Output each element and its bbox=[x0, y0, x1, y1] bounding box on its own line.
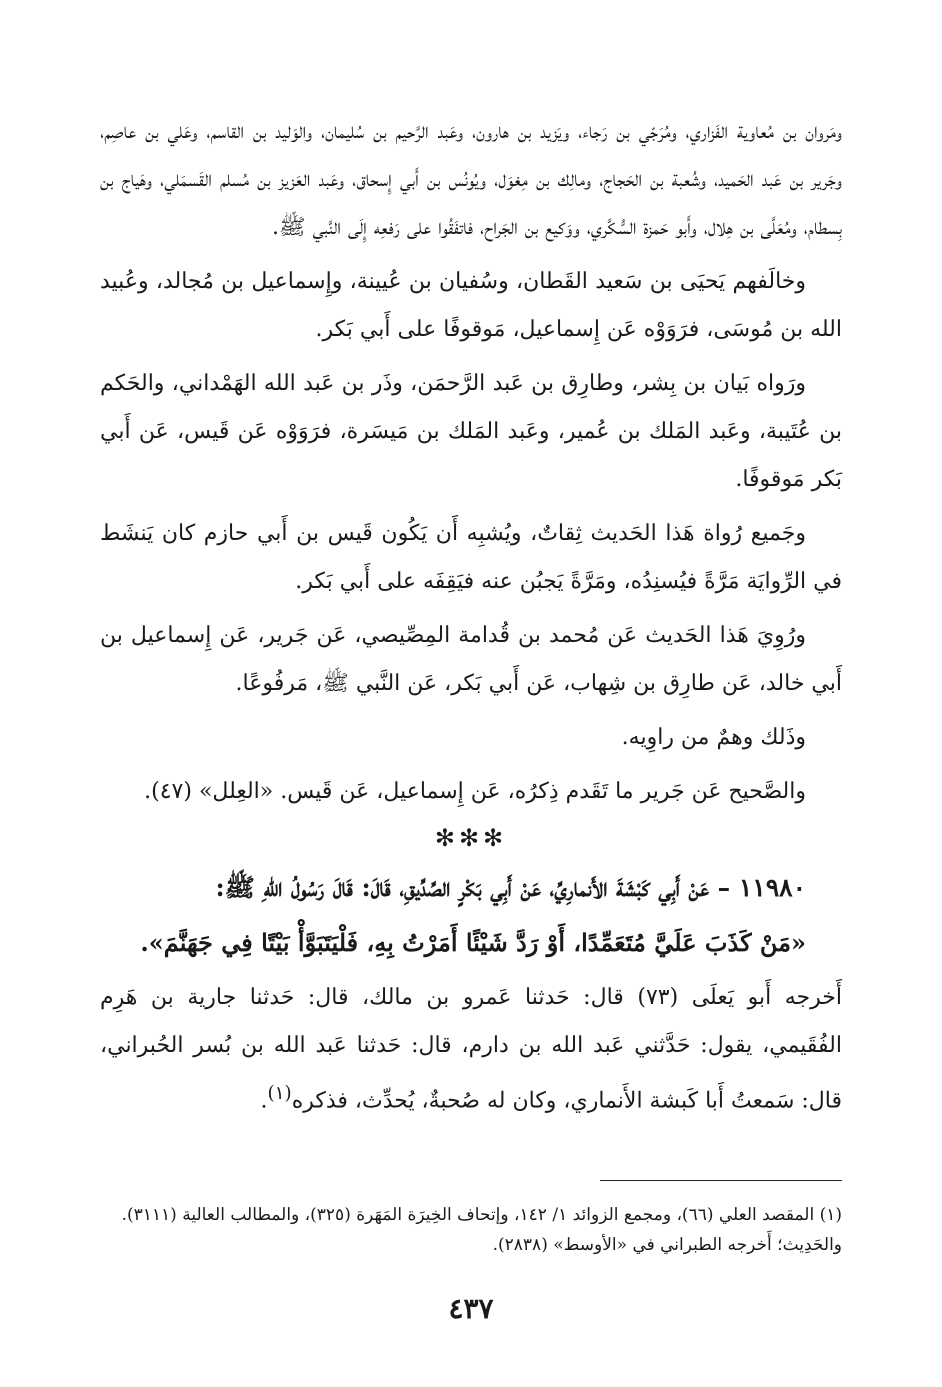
footnote-1: (١) المقصد العلي (٦٦)، ومجمع الزوائد ١/ ١٤٢، وإتحاف الخِيرَة المَهَرة (٣٢٥)، والمطالب العالية (٣١١١). bbox=[121, 1205, 842, 1225]
paragraph-mawquf-disagreement: وخالَفهم يَحيَى بن سَعيد القَطان، وسُفيان بن عُيينة، وإِسماعيل بن مُجالد، وعُبيد الله بن مُوسَى، فرَوَوْه عَن إِسماعيل، مَوقوفًا على أَبي بَكر. bbox=[100, 269, 842, 342]
section-separator: ✻✻✻ bbox=[434, 824, 508, 852]
paragraph-muhammad-qudama: ورُوِيَ هَذا الحَديث عَن مُحمد بن قُدامة المِصِّيصي، عَن جَرير، عَن إِسماعيل بن أَبي خالد، عَن طارِق بن شِهاب، عَن أَبي بَكر، عَن النَّبي ﷺ، مَرفُوعًا. bbox=[100, 623, 842, 696]
hadith-number: ١١٩٨٠ bbox=[738, 873, 806, 902]
paragraph-sahih-ilal: والصَّحيح عَن جَرير ما تَقَدم ذِكرُه، عَن إِسماعيل، عَن قَيس. «العِلل» (٤٧). bbox=[144, 779, 806, 804]
paragraph-bayan-narration: ورَواه بَيان بن بِشر، وطارِق بن عَبد الرَّحمَن، وذَر بن عَبد الله الهَمْداني، والحَكم بن عُتَيبة، وعَبد المَلك بن عُمير، وعَبد المَلك بن مَيسَرة، فرَوَوْه عَن قَيس، عَن أَبي بَكر مَوقوفًا. bbox=[100, 371, 842, 492]
footnote-ref: (١) bbox=[267, 1083, 292, 1104]
paragraph-wahm: وذَلك وهمٌ من راوِيه. bbox=[621, 725, 806, 750]
footnote-divider bbox=[600, 1180, 842, 1181]
hadith-isnad: – عَنْ أَبِي كَبْشَةَ الأَنمارِيِّ، عَنْ أَبِي بَكْرٍ الصِّدِّيقِ، قَالَ: قَالَ رَسُولُ اللهِ ﷺ: bbox=[215, 873, 731, 902]
takhrij-paragraph: أَخرجه أَبو يَعلَى (٧٣) قال: حَدثنا عَمرو بن مالك، قال: حَدثنا جارية بن هَرِم الفُقَيمي، يقول: حَدَّثني عَبد الله بن دارم، قال: حَدثنا عَبد الله بن بُسر الحُبراني، قال: سَمعتُ أَبا كَبشة الأَنماري، وكان له صُحبةٌ، يُحدِّث، فذكره$^{(١)}$. bbox=[100, 985, 843, 1114]
paragraph-narrators-trustworthy: وجَميع رُواة هَذا الحَديث ثِقاتٌ، ويُشبِه أَن يَكُون قَيس بن أَبي حازم كان يَنشَط في الرِّوايَة مَرَّةً فيُسنِدُه، ومَرَّةً يَجبُن عنه فيَقِفَه على أَبي بَكر. bbox=[100, 521, 842, 594]
takhrij-text: أَخرجه أَبو يَعلَى (٧٣) قال: حَدثنا عَمرو بن مالك، قال: حَدثنا جارية بن هَرِم الفُقَيمي، يقول: حَدَّثني عَبد الله بن دارم، قال: حَدثنا عَبد الله بن بُسر الحُبراني، قال: سَمعتُ أَبا كَبشة الأَنماري، وكان له صُحبةٌ، يُحدِّث، فذكره bbox=[100, 985, 843, 1114]
hadith-heading bbox=[100, 862, 842, 914]
paragraph-narrators-raf: ومَروان بن مُعاوية الفَزاري، ومُرَجّي بن رَجاء، ويَزيد بن هارون، وعَبد الرَّحيم بن سُليمان، والوَليد بن القاسم، وعَلي بن عاصِم، وجَرير بن عَبد الحَميد، وشُعبة بن الحَجاج، ومالِك بن مِغوَل، ويُونُس بن أَبي إِسحاق، وعَبد العَزيز بن مُسلم القَسمَلي، وهَياج بن بِسطام، ومُعَلَّى بن هِلال، وأَبو حَمزة السُّكَّري، ووَكيع بن الجَراح، فاتفَقُوا على رَفعِه إِلَى النَّبي ﷺ. bbox=[100, 119, 842, 240]
main-text bbox=[100, 108, 842, 1125]
hadith-matn: «مَنْ كَذَبَ عَلَيَّ مُتَعَمِّدًا، أَوْ رَدَّ شَيْئًا أَمَرْتُ بِهِ، فَلْيَتَبَوَّأْ بَيْتًا فِي جَهَنَّمَ». bbox=[140, 928, 806, 957]
footnote-1-continued: والحَدِيث؛ أَخرجه الطبراني في «الأوسط» (٢٨٣٨). bbox=[492, 1235, 842, 1255]
footnotes bbox=[100, 1200, 842, 1260]
page-number: ٤٣٧ bbox=[448, 1292, 494, 1325]
